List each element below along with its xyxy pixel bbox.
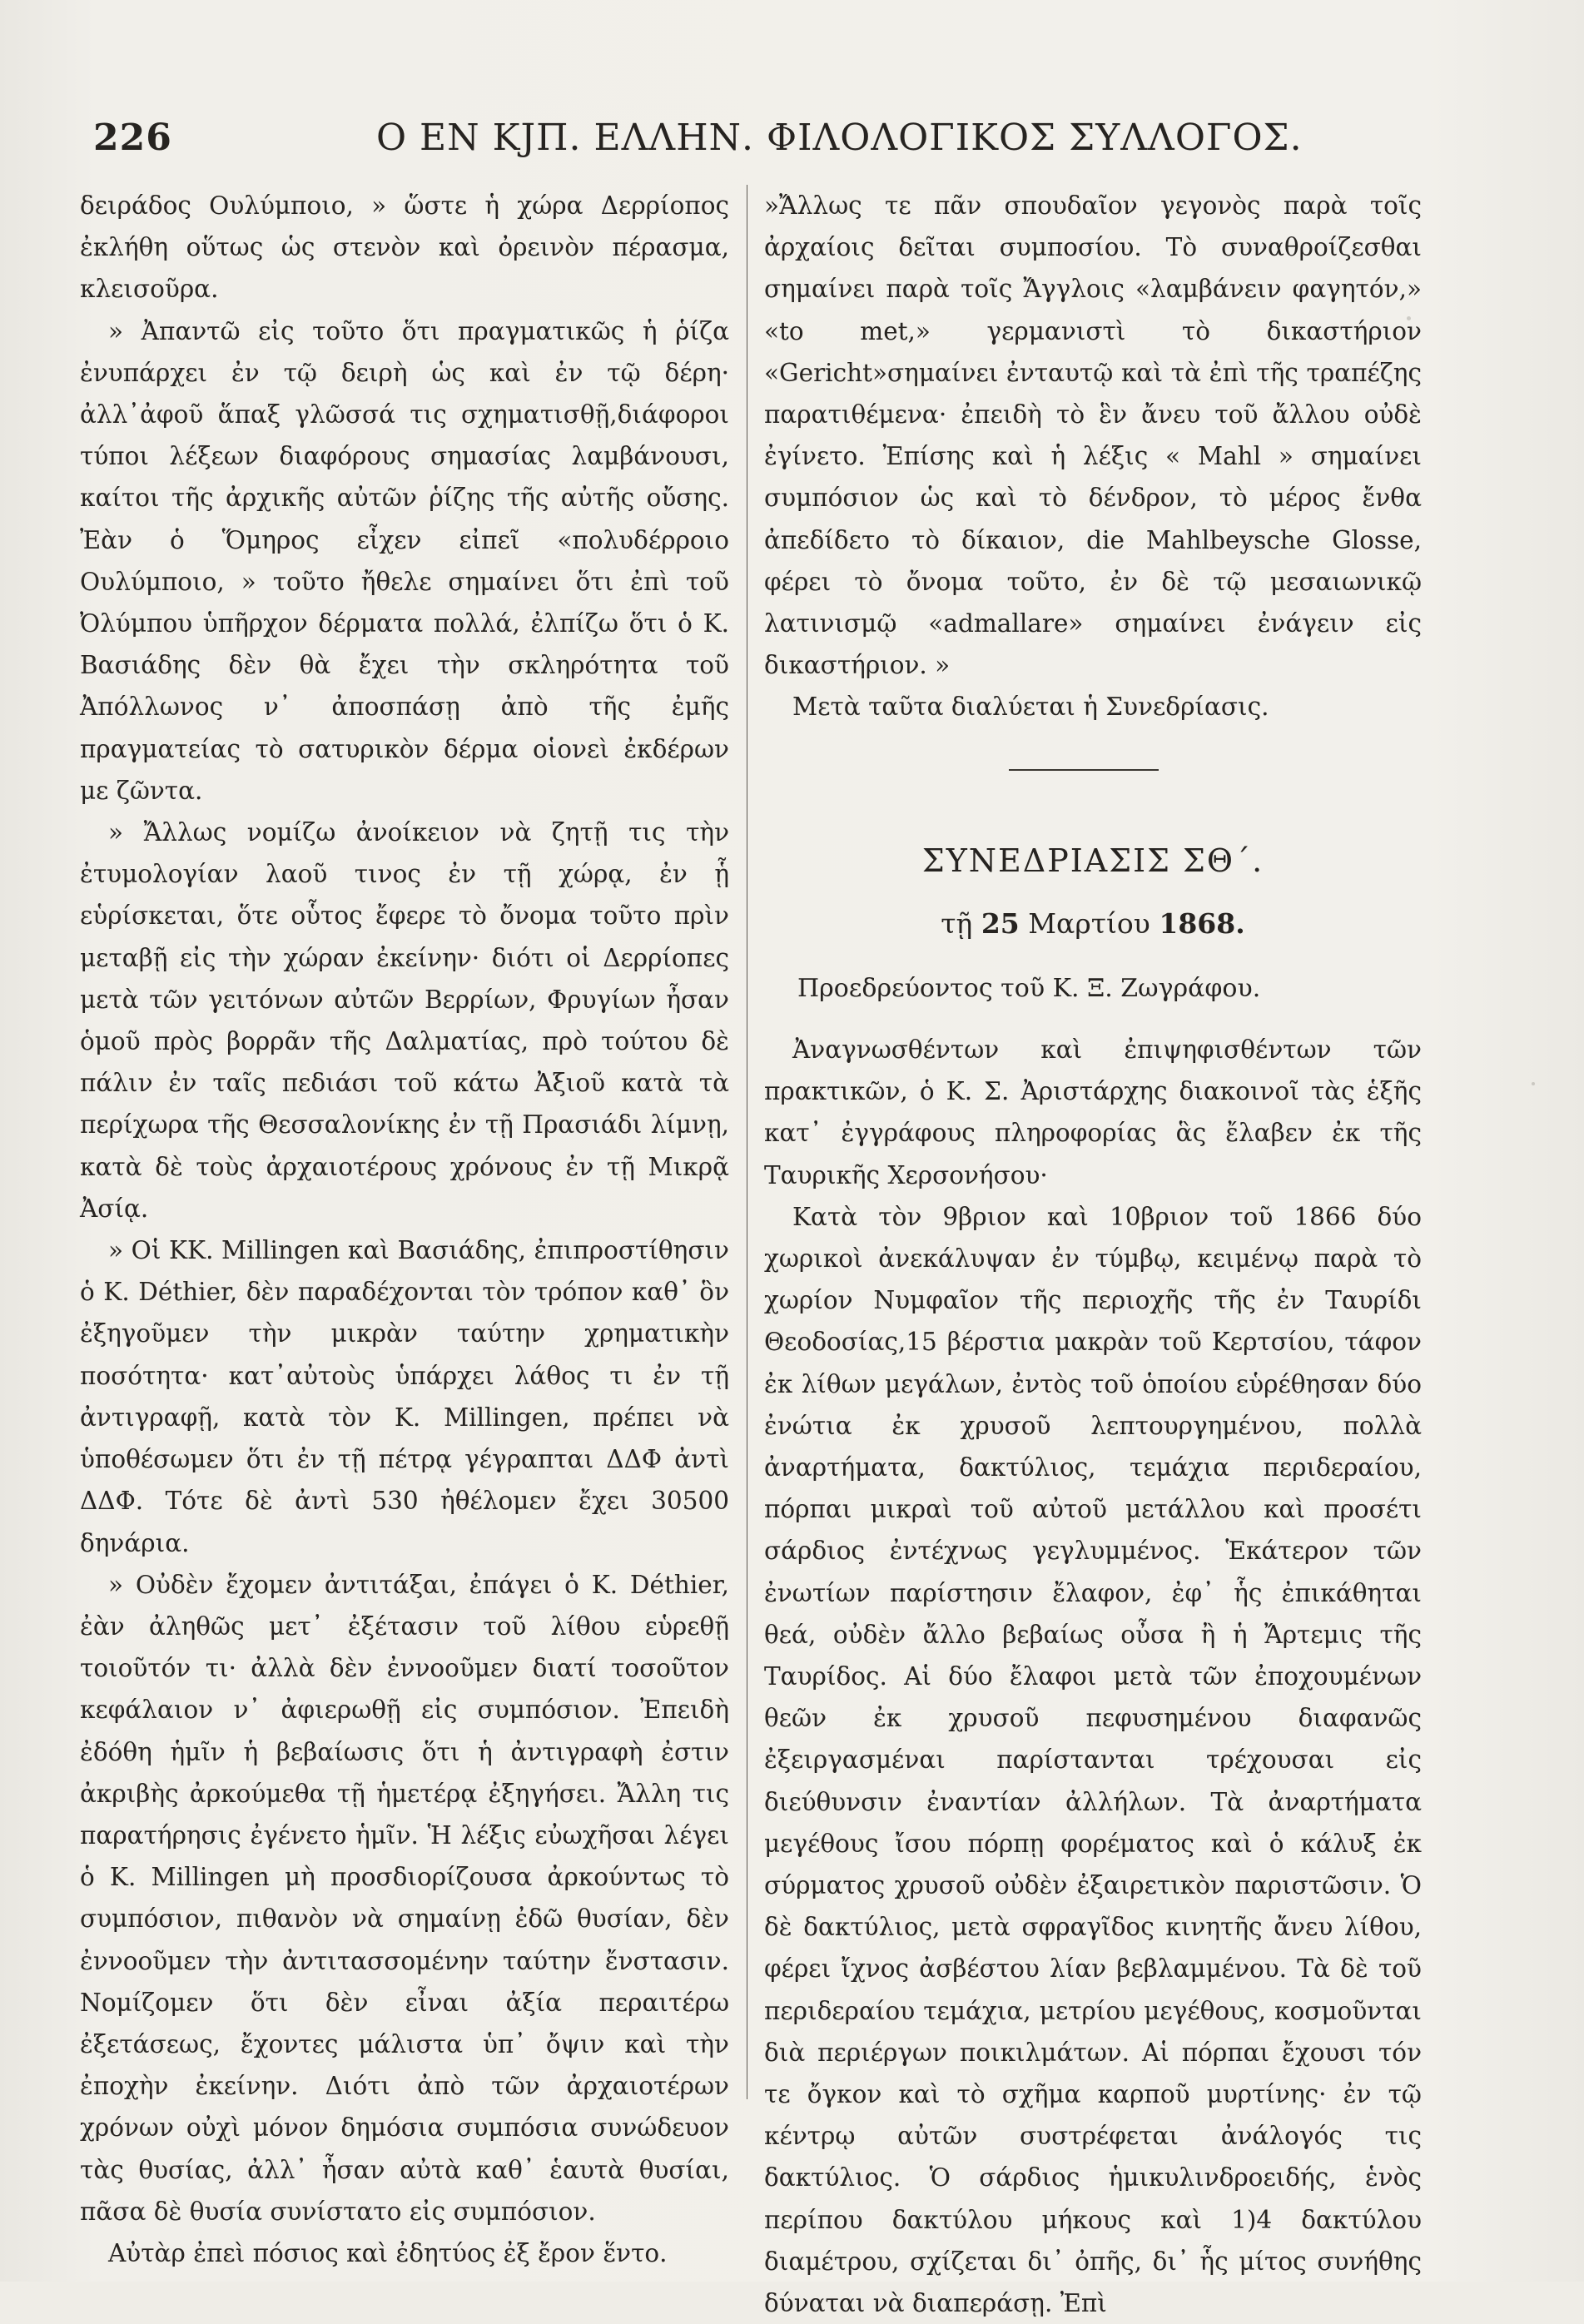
closing-line: Μετὰ ταῦτα διαλύεται ἡ Συνεδρίασις. (792, 693, 1269, 722)
paragraph: Κατὰ τὸν 9βριον καὶ 10βριον τοῦ 1866 δύο χωρικοὶ ἀνεκάλυψαν ἐν τύμβῳ, κειμένῳ παρὰ τὸ χωρίον Νυμφαῖον τῆς περιοχῆς τῆς ἐν Ταυρίδι Θεοδοσίας,15 βέρστια μακρὰν τοῦ Κερτσίου, τάφον ἐκ λίθων μεγάλων, ἐντὸς τοῦ ὁποίου εὑρέθησαν δύο ἐνώτια ἐκ χρυσοῦ λεπτουργημένου, πολλὰ ἀναρτήματα, δακτύλιος, τεμάχια περιδεραίου, πόρπαι μικραὶ τοῦ αὐτοῦ μετάλλου καὶ προσέτι σάρδιος ἐντέχνως γεγλυμμένος. Ἑκάτερον τῶν ἐνωτίων παρίστησιν ἔλαφον, ἐφ᾽ ἧς ἐπικάθηται θεά, οὐδὲν ἄλλο βεβαίως οὖσα ἢ ἡ Ἄρτεμις τῆς Ταυρίδος. Αἱ δύο ἔλαφοι μετὰ τῶν ἐποχουμένων θεῶν ἐκ χρυσοῦ πεφυσημένου διαφανῶς ἐξειργασμέναι παρίστανται τρέχουσαι εἰς διεύθυνσιν ἐναντίαν ἀλλήλων. Τὰ ἀναρτήματα μεγέθους ἴσου πόρπῃ φορέματος καὶ ὁ κάλυξ ἐκ σύρματος χρυσοῦ οὐδὲν ἐξαιρετικὸν παριστῶσιν. Ὁ δὲ δακτύλιος, μετὰ σφραγῖδος κινητῆς ἄνευ λίθου, φέρει ἴχνος ἀσβέστου λίαν βεβλαμμένου. Τὰ δὲ τοῦ περιδεραίου τεμάχια, μετρίου μεγέθους, κοσμοῦνται διὰ περιέργων ποικιλμάτων. Αἱ πόρπαι ἔχουσι τόν τε ὄγκον καὶ τὸ σχῆμα καρποῦ μυρτίνης· ἐν τῷ κέντρῳ αὐτῶν συστρέφεται ἀνάλογός τις δακτύλιος. Ὁ σάρδιος ἡμικυλινδροειδής, ἑνὸς περίπου δακτύλου μήκους καὶ 1)4 δακτύλου διαμέτρου, σχίζεται δι᾽ ὀπῆς, δι᾽ ἧς μίτος συνήθης δύναται νὰ διαπεράσῃ. Ἐπὶ (764, 1202, 1422, 2318)
left-column (80, 185, 729, 2274)
paper-speck (1407, 316, 1411, 320)
paper-speck (1532, 1082, 1535, 1085)
paragraph: » Οἱ ΚΚ. Millingen καὶ Βασιάδης, ἐπιπροστίθησιν ὁ Κ. Déthier, δὲν παραδέχονται τὸν τρόπον καθ᾽ ὃν ἐξηγοῦμεν τὴν μικρὰν ταύτην χρηματικὴν ποσότητα· κατ᾽αὐτοὺς ὑπάρχει λάθος τι ἐν τῇ ἀντιγραφῇ, κατὰ τὸν Κ. Millingen, πρέπει νὰ ὑποθέσωμεν ὅτι ἐν τῇ πέτρᾳ γέγραπται ΔΔΦ ἀντὶ ΔΔΦ. Τότε δὲ ἀντὶ 530 ἠθέλομεν ἔχει 30500 δηνάρια. (80, 1236, 729, 1557)
session-chair: Προεδρεύοντος τοῦ Κ. Ξ. Ζωγράφου. (797, 974, 1261, 1003)
session-date-year: 1868. (1159, 907, 1245, 940)
paragraph: »Ἄλλως τε πᾶν σπουδαῖον γεγονὸς παρὰ τοῖς ἀρχαίοις δεῖται συμποσίου. Τὸ συναθροίζεσθαι σημαίνει παρὰ τοῖς Ἄγγλοις «λαμβάνειν φαγητόν,» «to met,» γερμανιστὶ τὸ δικαστήριον «Gericht»σημαίνει ἐνταυτῷ καὶ τὰ ἐπὶ τῆς τραπέζης παρατιθέμενα· ἐπειδὴ τὸ ἓν ἄνευ τοῦ ἄλλου οὐδὲ ἐγίνετο. Ἐπίσης καὶ ἡ λέξις « Mahl » σημαίνει συμπόσιον ὡς καὶ τὸ δένδρον, τὸ μέρος ἔνθα ἀπεδίδετο τὸ δίκαιον, die Mahlbeysche Glosse, φέρει τὸ ὄνομα τοῦτο, ἐν δὲ τῷ μεσαιωνικῷ λατινισμῷ «admallare» σημαίνει ἐνάγειν εἰς δικαστήριον. » (764, 191, 1422, 680)
paragraph: Ἀναγνωσθέντων καὶ ἐπιψηφισθέντων τῶν πρακτικῶν, ὁ Κ. Σ. Ἀριστάρχης διακοινοῖ τὰς ἑξῆς κατ᾽ ἐγγράφους πληροφορίας ἃς ἔλαβεν ἐκ τῆς Ταυρικῆς Χερσονήσου· (764, 1035, 1422, 1189)
running-title: Ο ΕΝ ΚJΠ. ΕΛΛΗΝ. ΦΙΛΟΛΟΓΙΚΟΣ ΣΥΛΛΟΓΟΣ. (376, 117, 1303, 159)
paragraph: » Ἀπαντῶ εἰς τοῦτο ὅτι πραγματικῶς ἡ ῥίζα ἐνυπάρχει ἐν τῷ δειρὴ ὡς καὶ ἐν τῷ δέρη· ἀλλ᾽ἀφοῦ ἅπαξ γλῶσσά τις σχηματισθῇ,διάφοροι τύποι λέξεων διαφόρους σημασίας λαμβάνουσι, καίτοι τῆς ἀρχικῆς αὐτῶν ῥίζης τῆς αὐτῆς οὔσης. Ἐὰν ὁ Ὅμηρος εἶχεν εἰπεῖ «πολυδέρροιο Ουλύμποιο, » τοῦτο ἤθελε σημαίνει ὅτι ἐπὶ τοῦ Ὀλύμπου ὑπῆρχον δέρματα πολλά, ἐλπίζω ὅτι ὁ Κ. Βασιάδης δὲν θὰ ἔχει τὴν σκληρότητα τοῦ Ἀπόλλωνος ν᾽ ἀποσπάσῃ ἀπὸ τῆς ἐμῆς πραγματείας τὸ σατυρικὸν δέρμα οἱονεὶ ἐκδέρων με ζῶντα. (80, 316, 729, 805)
session-date-month: Μαρτίου (1028, 907, 1150, 940)
paragraph: » Οὐδὲν ἔχομεν ἀντιτάξαι, ἐπάγει ὁ Κ. Déthier, ἐὰν ἀληθῶς μετ᾽ ἐξέτασιν τοῦ λίθου εὑρεθῇ τοιοῦτόν τι· ἀλλὰ δὲν ἐννοοῦμεν διατί τοσοῦτον κεφάλαιον ν᾽ ἀφιερωθῇ εἰς συμπόσιον. Ἐπειδὴ ἐδόθη ἡμῖν ἡ βεβαίωσις ὅτι ἡ ἀντιγραφὴ ἐστιν ἀκριβὴς ἀρκούμεθα τῇ ἡμετέρᾳ ἐξηγήσει. Ἄλλη τις παρατήρησις ἐγένετο ἡμῖν. Ἡ λέξις εὐωχῆσαι λέγει ὁ Κ. Millingen μὴ προσδιορίζουσα ἀρκούντως τὸ συμπόσιον, πιθανὸν νὰ σημαίνῃ ἐδῶ θυσίαν, δὲν ἐννοοῦμεν τὴν ἀντιτασσομένην ταύτην ἔνστασιν. Νομίζομεν ὅτι δὲν εἶναι ἀξία περαιτέρω ἐξετάσεως, ἔχοντες μάλιστα ὑπ᾽ ὄψιν καὶ τὴν ἐποχὴν ἐκείνην. Διότι ἀπὸ τῶν ἀρχαιοτέρων χρόνων οὐχὶ μόνον δημόσια συμπόσια συνώδευον τὰς θυσίας, ἀλλ᾽ ἦσαν αὐτὰ καθ᾽ ἑαυτὰ θυσίαι, πᾶσα δὲ θυσία συνίστατο εἰς συμπόσιον. (80, 1570, 729, 2226)
right-column-top (764, 185, 1422, 728)
right-column-bottom (764, 1029, 1422, 2324)
page-number: 226 (93, 117, 172, 159)
session-date-prefix: τῇ (941, 907, 973, 940)
paragraph: δειράδος Ουλύμποιο, » ὥστε ἡ χώρα Δερρίοπος ἐκλήθη οὕτως ὡς στενὸν καὶ ὀρεινὸν πέρασμα, κλεισοῦρα. (80, 191, 729, 304)
session-title: ΣΥΝΕΔΡΙΑΣΙΣ ΣΘ΄. (921, 842, 1264, 879)
session-date (764, 907, 1422, 940)
section-separator (1009, 769, 1159, 771)
verse-quote: Αὐτὰρ ἐπεὶ πόσιος καὶ ἐδητύος ἐξ ἔρον ἕντο. (108, 2238, 668, 2267)
page-header (93, 117, 1303, 175)
paper-speck (516, 1457, 519, 1460)
session-date-day: 25 (981, 907, 1020, 940)
paragraph: » Ἄλλως νομίζω ἀνοίκειον νὰ ζητῇ τις τὴν ἐτυμολογίαν λαοῦ τινος ἐν τῇ χώρᾳ, ἐν ᾗ εὑρίσκεται, ὅτε οὗτος ἔφερε τὸ ὄνομα τοῦτο πρὶν μεταβῇ εἰς τὴν χώραν ἐκείνην· διότι οἱ Δερρίοπες μετὰ τῶν γειτόνων αὐτῶν Βερρίων, Φρυγίων ἦσαν ὁμοῦ πρὸς βορρᾶν τῆς Δαλματίας, πρὸ τούτου δὲ πάλιν ἐν ταῖς πεδιάσι τοῦ κάτω Ἀξιοῦ κατὰ τὰ περίχωρα τῆς Θεσσαλονίκης ἐν τῇ Πρασιάδι λίμνῃ, κατὰ δὲ τοὺς ἀρχαιοτέρους χρόνους ἐν τῇ Μικρᾷ Ἀσίᾳ. (80, 818, 729, 1223)
